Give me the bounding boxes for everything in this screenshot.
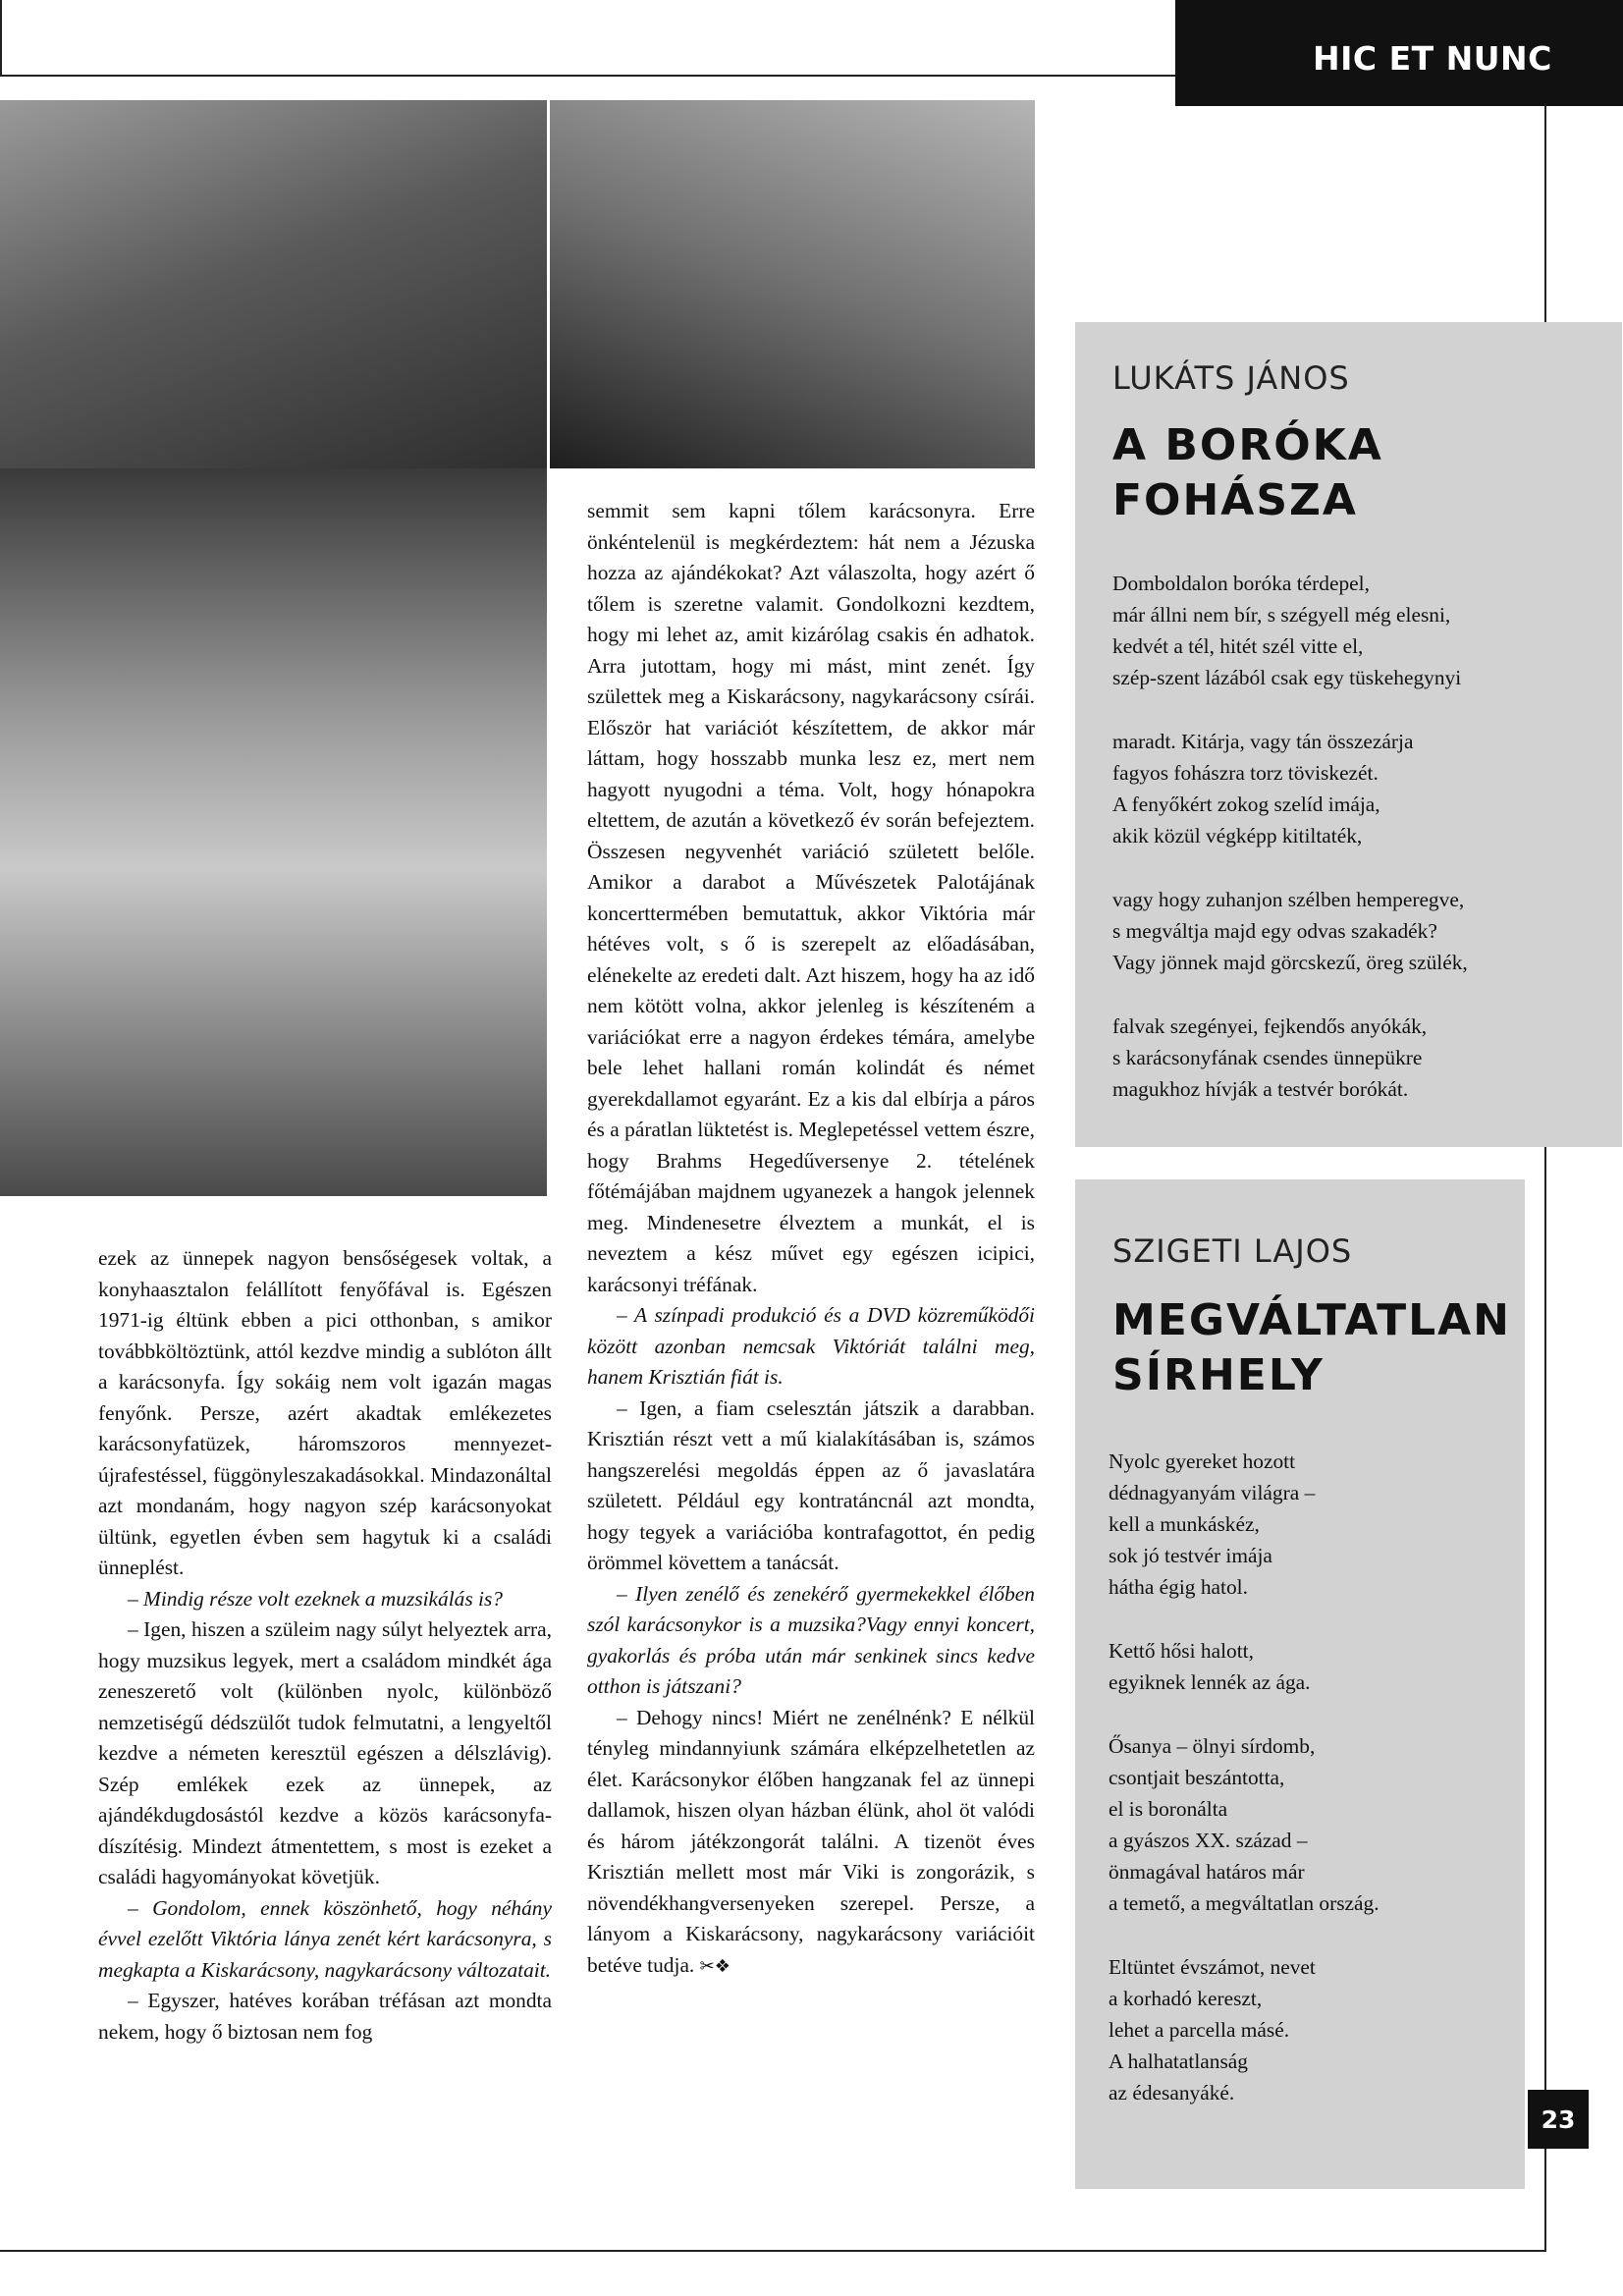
page-number: 23 — [1528, 2090, 1589, 2149]
poem-line: akik közül végképp kitiltaték, — [1112, 824, 1363, 847]
poem-1-title-line: A BORÓKA — [1112, 420, 1383, 470]
poem-1-title — [1112, 418, 1383, 528]
section-tab — [1175, 0, 1623, 106]
poem-line: kedvét a tél, hitét szél vitte el, — [1112, 634, 1364, 658]
poem-line: a korhadó kereszt, — [1109, 1987, 1263, 2010]
poem-2-title — [1112, 1293, 1511, 1403]
poem-line: a temető, a megváltatlan ország. — [1109, 1891, 1380, 1915]
poem-stanza — [1112, 568, 1603, 693]
paragraph: – Egyszer, hatéves korában tréfásan azt mondta nekem, hogy ő biztosan nem fog — [98, 1989, 552, 2044]
poem-stanza — [1109, 1635, 1501, 1698]
photo-dancers-stage-left — [0, 100, 547, 468]
poem-line: s karácsonyfának csendes ünnepükre — [1112, 1046, 1423, 1069]
paragraph: – Dehogy nincs! Miért ne zenélnénk? E nélkül tényleg mindannyiunk számára elképzelhetetlen az élet. Karácsonykor élőben hangzanak fel az ünnepi dallamok, hiszen olyan házban élünk, ahol öt valódi és három játékzongorát találni. A tizenöt éves Krisztián mellett most már Viki is zongorázik, s növendékhangversenyeken szerepel. Persze, a lányom a Kiskarácsony, nagykarácsony variációit betéve tudja. ✂❖ — [587, 1705, 1035, 1977]
poem-line: Kettő hősi halott, — [1109, 1639, 1254, 1663]
poem-box-1 — [1075, 322, 1622, 1147]
poem-line: A fenyőkért zokog szelíd imája, — [1112, 793, 1380, 816]
paragraph: ezek az ünnepek nagyon bensőségesek voltak, a konyhaasztalon felállított fenyőfával is. Egészen 1971-ig éltünk ebben a pici otthonban, s amikor továbbköltöztünk, attól kezdve mindig a sublóton állt a karácsonyfa. Így sokáig nem volt igazán magas fenyőnk. Persze, azért akadtak emlékezetes karácsonyfatüzek, háromszoros mennyezet-újrafestéssel, függönyleszakadásokkal. Mindazonáltal azt mondanám, hogy nagyon szép karácsonyokat ültünk, egyetlen évben sem hagytuk ki a családi ünneplést. — [98, 1246, 552, 1579]
article-column-2 — [587, 496, 1035, 1982]
poem-stanza — [1109, 1446, 1501, 1603]
poem-line: falvak szegényei, fejkendős anyókák, — [1112, 1014, 1428, 1038]
poem-line: Nyolc gyereket hozott — [1109, 1449, 1296, 1473]
section-title: HIC ET NUNC — [1313, 39, 1552, 78]
poem-line: dédnagyanyám világra – — [1109, 1481, 1316, 1504]
poem-line: az édesanyáké. — [1109, 2081, 1235, 2105]
poem-1-title-line: FOHÁSZA — [1112, 475, 1358, 525]
article-column-1 — [98, 1243, 552, 2048]
poem-line: vagy hogy zuhanjon szélben hemperegve, — [1112, 888, 1465, 911]
footer-rule — [0, 2250, 1546, 2252]
poem-2-title-line: MEGVÁLTATLAN — [1112, 1295, 1511, 1345]
poem-2-author: SZIGETI LAJOS — [1112, 1232, 1353, 1270]
poem-stanza — [1112, 1011, 1603, 1105]
poem-line: s megváltja majd egy odvas szakadék? — [1112, 919, 1437, 943]
poem-box-2 — [1075, 1179, 1525, 2189]
photo-costumed-performers — [0, 468, 547, 1196]
interview-question: – Mindig része volt ezeknek a muzsikálás is? — [128, 1586, 503, 1611]
poem-line: önmagával határos már — [1109, 1860, 1305, 1884]
poem-stanza — [1112, 726, 1603, 851]
photo-dancers-stage-right — [550, 100, 1035, 468]
poem-stanza — [1112, 884, 1603, 978]
header-rule — [0, 75, 1185, 77]
paragraph: semmit sem kapni tőlem karácsonyra. Erre önkéntelenül is megkérdeztem: hát nem a Jézuska hozza az ajándékokat? Azt válaszolta, hogy azért ő tőlem is szeretne valamit. Gondolkozni kezdtem, hogy mi lehet az, amit kizárólag csakis én adhatok. Arra jutottam, hogy mi mást, mint zenét. Így születtek meg a Kiskarácsony, nagykarácsony csírái. Először hat variációt készítettem, de akkor már láttam, hogy hosszabb munka lesz ez, mert nem hagyott nyugodni a téma. Volt, hogy hónapokra eltettem, de azután a következő év során befejeztem. Összesen negyvenhét variáció született belőle. Amikor a darabot a Művészetek Palotájának koncerttermében bemutattuk, akkor Viktória már hétéves volt, s ő is szerepelt az előadásában, elénekelte az eredeti dalt. Azt hiszem, hogy ha az idő nem kötött volna, akkor jelenleg is készíteném a variációkat erre a nagyon érdekes témára, amelybe bele lehet hallani román kolindát és német gyerekdallamot egyaránt. Ez a kis dal elbírja a páros és a páratlan lüktetést is. Meglepetéssel vettem észre, hogy Brahms Hegedűversenye 2. tételének főtémájában majdnem ugyanezek a hangok jelennek meg. Mindenesetre élveztem a munkát, el is neveztem a kész művet egy egészen icipici, karácsonyi tréfának. — [587, 499, 1035, 1296]
interview-question: – Gondolom, ennek köszönhető, hogy néhány évvel ezelőtt Viktória lánya zenét kért karácsonyra, s megkapta a Kiskarácsony, nagykarácsony változatait. — [98, 1895, 552, 1982]
poem-stanza — [1109, 1951, 1501, 2108]
poem-2-title-line: SÍRHELY — [1112, 1350, 1325, 1400]
top-left-rule — [0, 0, 2, 75]
poem-line: kell a munkáskéz, — [1109, 1512, 1260, 1536]
poem-line: el is boronálta — [1109, 1797, 1228, 1821]
poem-line: a gyászos XX. század – — [1109, 1829, 1308, 1852]
poem-line: hátha égig hatol. — [1109, 1575, 1248, 1599]
poem-line: már állni nem bír, s szégyell még elesni, — [1112, 603, 1451, 627]
poem-line: szép-szent lázából csak egy tüskehegynyi — [1112, 666, 1462, 689]
poem-stanza — [1109, 1730, 1501, 1919]
poem-line: A halhatatlanság — [1109, 2050, 1248, 2073]
poem-line: csontjait beszántotta, — [1109, 1766, 1285, 1789]
poem-2-body — [1109, 1446, 1501, 2141]
poem-line: sok jó testvér imája — [1109, 1544, 1272, 1567]
poem-1-body — [1112, 568, 1603, 1137]
poem-line: maradt. Kitárja, vagy tán összezárja — [1112, 730, 1414, 753]
poem-line: Ősanya – ölnyi sírdomb, — [1109, 1734, 1316, 1758]
paragraph: – Igen, a fiam cselesztán játszik a darabban. Krisztián részt vett a mű kialakításában is, számos hangszerelési megoldás éppen az ő javaslatára született. Például egy kontratáncnál azt mondta, hogy tegyek a variációba kontrafagottot, én pedig örömmel követtem a tanácsát. — [587, 1395, 1035, 1574]
poem-line: Vagy jönnek majd görcskezű, öreg szülék, — [1112, 951, 1468, 974]
poem-line: fagyos fohászra torz töviskezét. — [1112, 761, 1379, 785]
article-end-mark-icon: ✂❖ — [699, 1955, 730, 1977]
poem-line: magukhoz hívják a testvér borókát. — [1112, 1077, 1409, 1101]
paragraph: – Igen, hiszen a szüleim nagy súlyt helyeztek arra, hogy muzsikus legyek, mert a családom mindkét ága zeneszerető volt (különben nyolc, különböző nemzetiségű dédszülőt tudok felmutatni, a lengyeltől kezdve a németen keresztül egészen a délszlávig). Szép emlékek ezek az ünnepek, az ajándékdugdosástól kezdve a közös karácsonyfa-díszítésig. Mindezt átmentettem, s most is ezeket a családi hagyományokat követjük. — [98, 1617, 552, 1888]
poem-line: Domboldalon boróka térdepel, — [1112, 572, 1370, 595]
poem-1-author: LUKÁTS JÁNOS — [1112, 359, 1350, 397]
poem-line: Eltüntet évszámot, nevet — [1109, 1955, 1316, 1979]
interview-question: – A színpadi produkció és a DVD közreműködői között azonban nemcsak Viktóriát találni meg, hanem Krisztián fiát is. — [587, 1303, 1035, 1389]
poem-line: lehet a parcella másé. — [1109, 2018, 1290, 2042]
poem-line: egyiknek lennék az ága. — [1109, 1670, 1311, 1694]
interview-question: – Ilyen zenélő és zenekérő gyermekekkel élőben szól karácsonykor is a muzsika?Vagy ennyi koncert, gyakorlás és próba után már senkinek sincs kedve otthon is játszani? — [587, 1581, 1035, 1698]
